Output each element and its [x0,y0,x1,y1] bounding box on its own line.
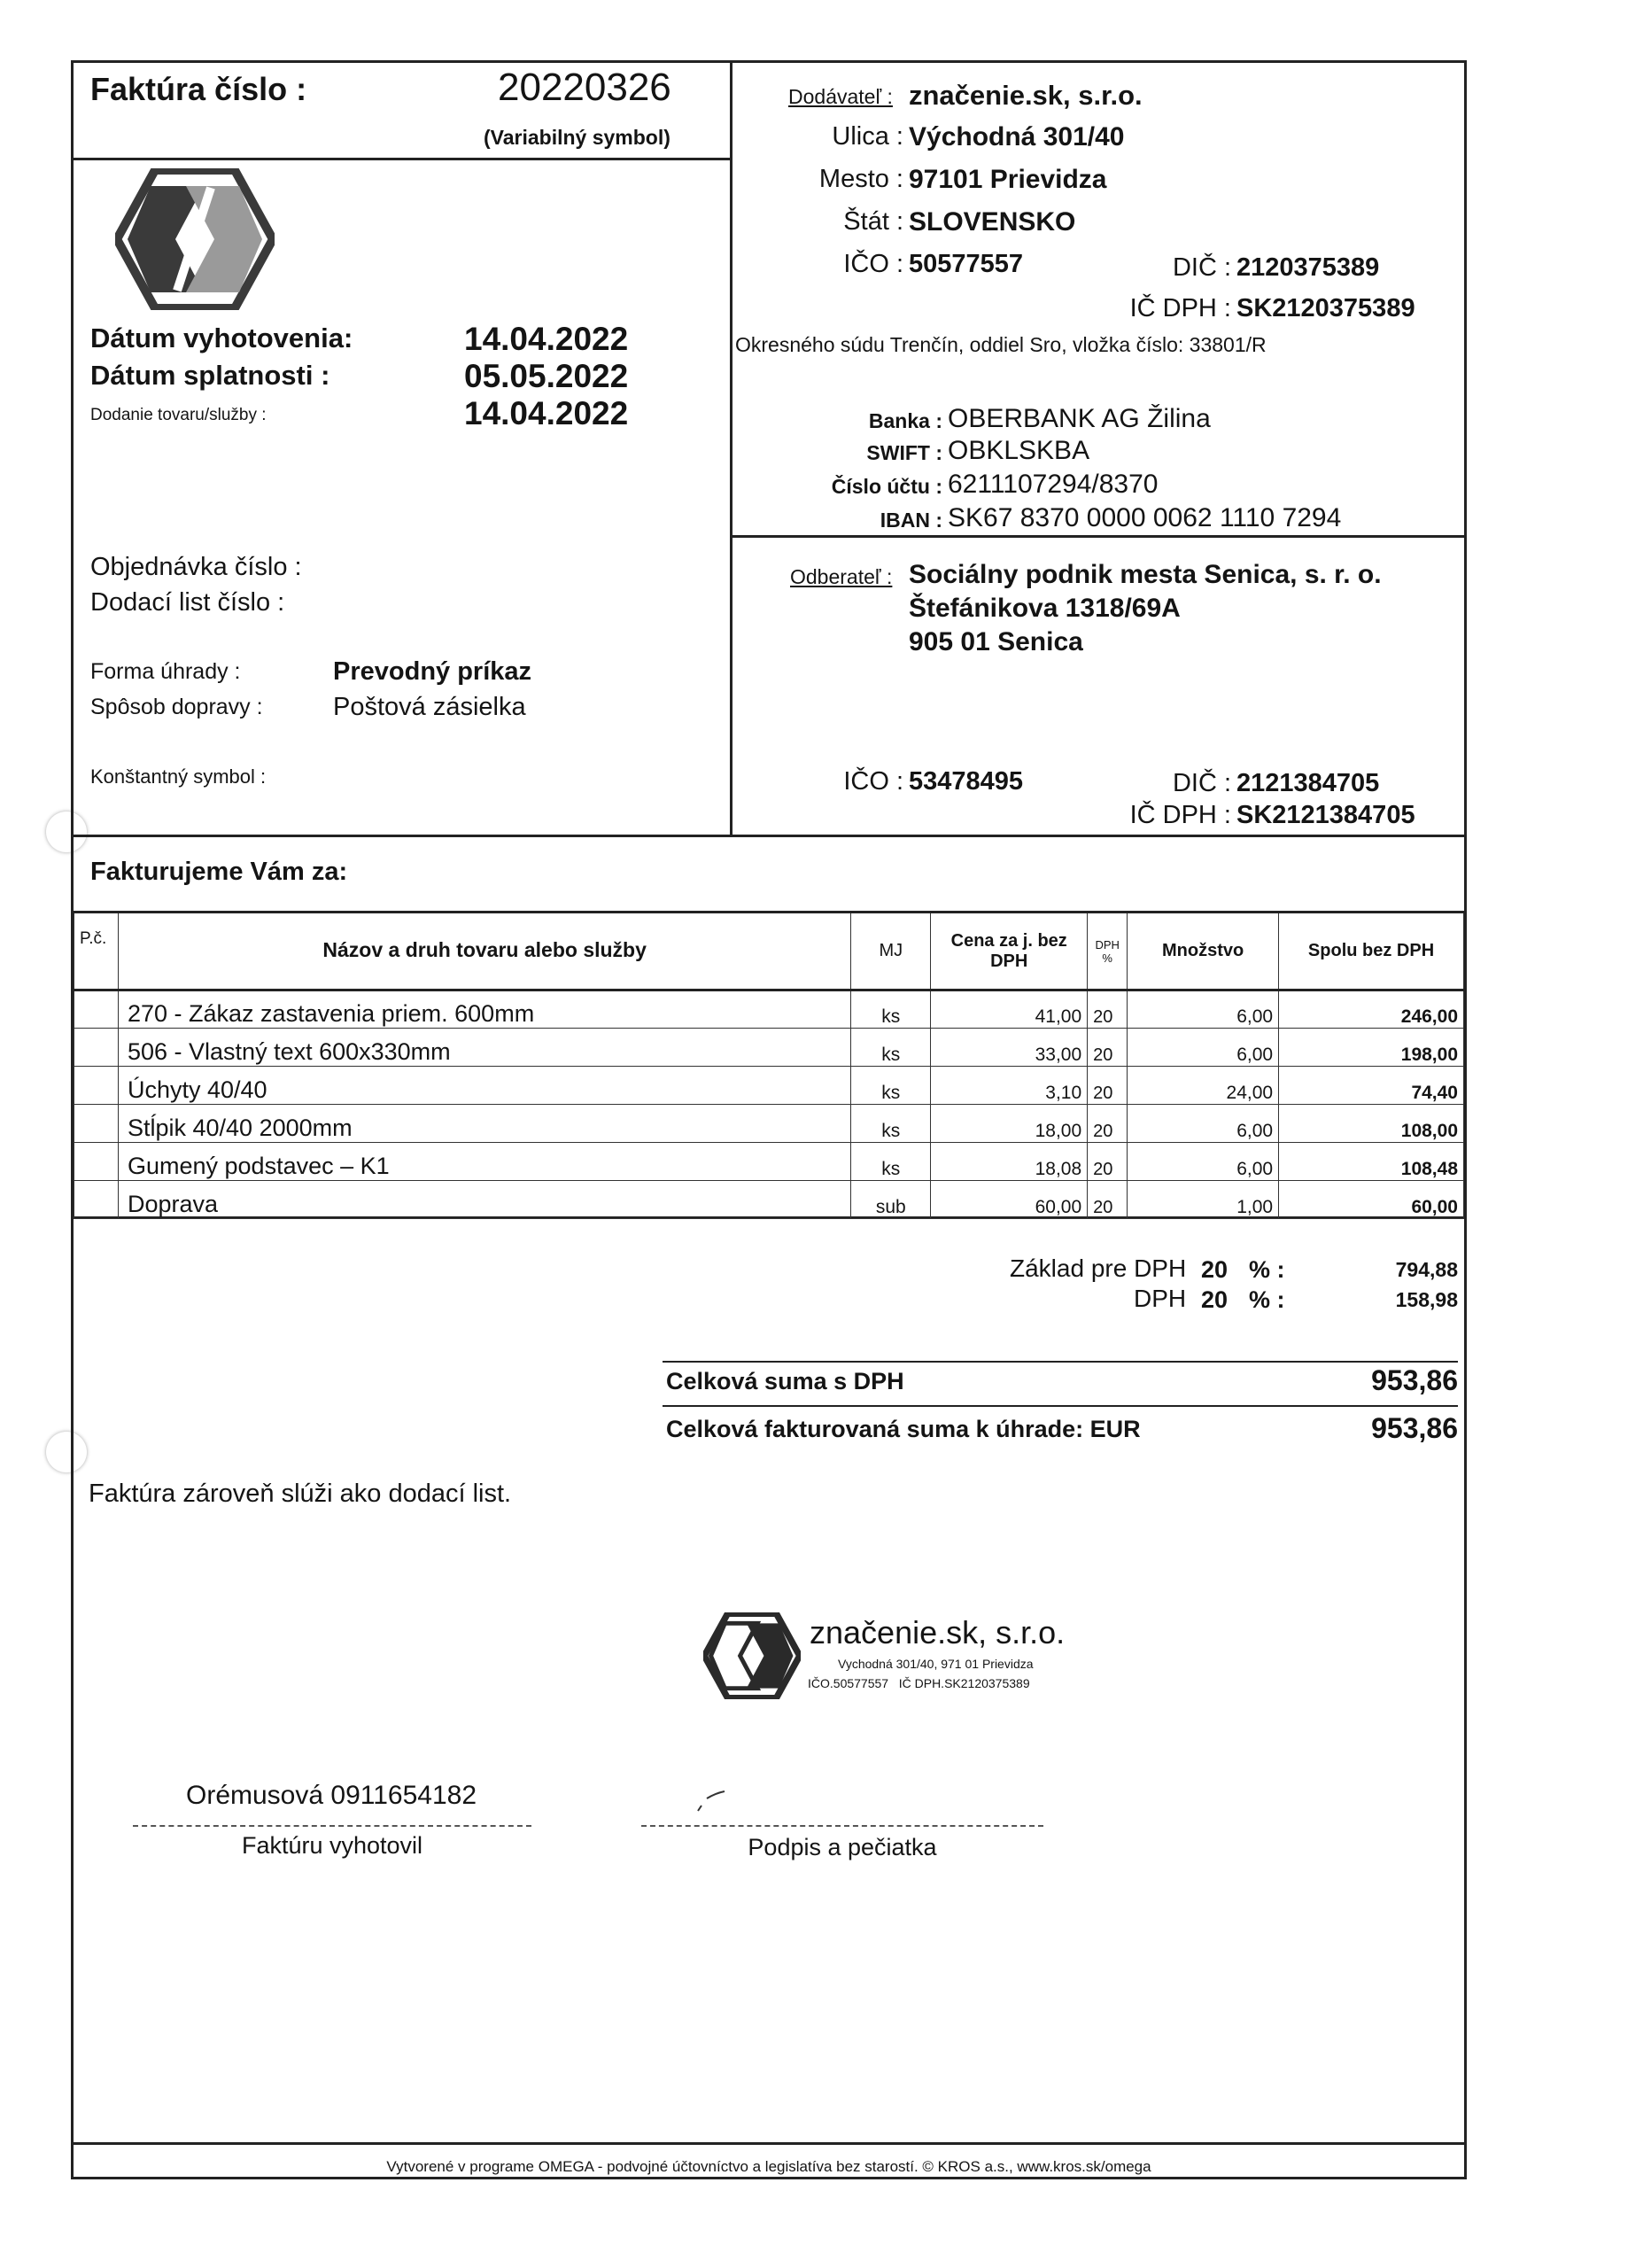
company-logo [115,168,275,310]
item-qty: 6,00 [1128,1029,1279,1067]
supplier-name: značenie.sk, s.r.o. [909,80,1143,111]
transport-label: Spôsob dopravy : [90,695,263,719]
row-number [74,1029,119,1067]
summary-line [663,1405,1458,1407]
supplier-icdph-label: IČ DPH : [1129,294,1231,322]
item-name: Doprava [118,1181,850,1219]
item-qty: 6,00 [1128,1143,1279,1181]
customer-name: Sociálny podnik mesta Senica, s. r. o. [909,560,1382,589]
bank-label: Banka : [868,409,942,432]
item-unit: ks [851,990,931,1029]
issuer-name: Orémusová 0911654182 [186,1781,477,1810]
item-total: 108,48 [1279,1143,1464,1181]
payment-method-label: Forma úhrady : [90,659,241,684]
items-heading: Fakturujeme Vám za: [90,858,348,886]
invoice-number: 20220326 [498,66,671,109]
delivery-note-label: Dodací list číslo : [90,588,285,617]
supplier-city: 97101 Prievidza [909,165,1107,194]
iban-value: SK67 8370 0000 0062 1110 7294 [948,503,1342,532]
swift-value: OBKLSKBA [948,436,1090,465]
customer-city: 905 01 Senica [909,627,1083,656]
item-name: 506 - Vlastný text 600x330mm [118,1029,850,1067]
due-date-value: 05.05.2022 [464,358,629,394]
col-total: Spolu bez DPH [1279,913,1464,990]
divider [71,2142,1467,2145]
item-qty: 1,00 [1128,1181,1279,1219]
row-number [74,990,119,1029]
item-unit: ks [851,1067,931,1105]
table-row [74,1067,1464,1105]
table-row [74,990,1464,1029]
table-row [74,1029,1464,1067]
item-total: 198,00 [1279,1029,1464,1067]
supplier-country-label: Štát : [843,207,903,236]
bank-value: OBERBANK AG Žilina [948,404,1211,433]
header-divider [730,60,732,835]
col-vat: DPH % [1088,913,1128,990]
delivery-date-value: 14.04.2022 [464,395,629,431]
customer-icdph-label: IČ DPH : [1129,801,1231,829]
item-vat: 20 [1088,1105,1128,1143]
grand-total-value: 953,86 [1371,1412,1458,1444]
item-price: 41,00 [931,990,1088,1029]
supplier-dic-label: DIČ : [1172,253,1231,282]
footer-text: Vytvorené v programe OMEGA - podvojné účtovníctvo a legislatíva bez starostí. © KROS a.s., www.kros.sk/omega [386,2158,1151,2175]
summary-line [663,1361,1458,1363]
stamp-ids: IČO.50577557 IČ DPH.SK2120375389 [808,1676,1030,1690]
supplier-city-label: Mesto : [818,165,903,193]
item-qty: 24,00 [1128,1067,1279,1105]
account-value: 6211107294/8370 [948,470,1159,499]
item-qty: 6,00 [1128,990,1279,1029]
invoice-title: Faktúra číslo : [90,71,307,107]
supplier-street-label: Ulica : [832,122,903,151]
vat-value: 158,98 [1395,1288,1458,1311]
issue-date-label: Dátum vyhotovenia: [90,322,353,353]
item-total: 74,40 [1279,1067,1464,1105]
row-number [74,1105,119,1143]
customer-ico-label: IČO : [843,767,903,796]
supplier-dic: 2120375389 [1236,253,1380,282]
item-price: 18,00 [931,1105,1088,1143]
item-unit: ks [851,1029,931,1067]
customer-dic: 2121384705 [1236,769,1380,797]
row-number [74,1181,119,1219]
vat-base-value: 794,88 [1395,1258,1458,1281]
signature-line [641,1825,1043,1827]
constant-symbol-label: Konštantný symbol : [90,765,267,788]
vat-rate: 20 [1201,1286,1229,1313]
item-unit: ks [851,1143,931,1181]
customer-label: Odberateľ : [790,565,893,588]
total-vat-value: 953,86 [1371,1364,1458,1396]
item-unit: sub [851,1181,931,1219]
col-qty: Množstvo [1128,913,1279,990]
item-price: 3,10 [931,1067,1088,1105]
transport-value: Poštová zásielka [333,693,526,721]
item-name: Stĺpik 40/40 2000mm [118,1105,850,1143]
account-label: Číslo účtu : [831,475,942,498]
issuer-label: Faktúru vyhotovil [241,1832,423,1859]
stamp-address: Vychodná 301/40, 971 01 Prievidza [838,1657,1034,1671]
swift-label: SWIFT : [866,441,942,464]
item-unit: ks [851,1105,931,1143]
issue-date-value: 14.04.2022 [464,321,629,357]
row-number [74,1067,119,1105]
col-name: Názov a druh tovaru alebo služby [118,913,850,990]
item-total: 246,00 [1279,990,1464,1029]
divider [74,158,730,160]
vat-label: DPH [1134,1285,1187,1312]
order-number-label: Objednávka číslo : [90,553,302,581]
item-vat: 20 [1088,990,1128,1029]
vat-base-rate: 20 [1201,1256,1229,1283]
customer-ico: 53478495 [909,767,1024,796]
item-vat: 20 [1088,1067,1128,1105]
vat-base-pct: % : [1249,1256,1285,1283]
vat-pct: % : [1249,1286,1285,1313]
row-number [74,1143,119,1181]
supplier-ico-label: IČO : [843,250,903,278]
table-header-row [74,913,1464,990]
item-price: 60,00 [931,1181,1088,1219]
divider [730,535,1467,538]
supplier-country: SLOVENSKO [909,207,1076,237]
item-price: 33,00 [931,1029,1088,1067]
items-table [74,911,1464,1219]
col-mj: MJ [851,913,931,990]
item-name: Gumený podstavec – K1 [118,1143,850,1181]
item-vat: 20 [1088,1181,1128,1219]
col-pc: P.č. [74,913,119,990]
supplier-ico: 50577557 [909,250,1024,278]
payment-method-value: Prevodný príkaz [333,657,532,686]
item-qty: 6,00 [1128,1105,1279,1143]
delivery-note-text: Faktúra zároveň slúži ako dodací list. [89,1480,512,1508]
item-total: 108,00 [1279,1105,1464,1143]
customer-street: Štefánikova 1318/69A [909,594,1181,623]
iban-label: IBAN : [880,509,942,532]
supplier-street: Východná 301/40 [909,122,1125,151]
table-row [74,1143,1464,1181]
signature-mark [694,1788,730,1819]
item-price: 18,08 [931,1143,1088,1181]
stamp-company-name: značenie.sk, s.r.o. [810,1614,1066,1651]
due-date-label: Dátum splatnosti : [90,360,330,391]
delivery-date-label: Dodanie tovaru/služby : [90,406,267,424]
issuer-signature-line [133,1825,531,1827]
customer-dic-label: DIČ : [1172,769,1231,797]
stamp-logo [703,1612,801,1699]
item-name: 270 - Zákaz zastavenia priem. 600mm [118,990,850,1029]
grand-total-label: Celková fakturovaná suma k úhrade: EUR [666,1416,1141,1442]
table-row [74,1181,1464,1219]
item-vat: 20 [1088,1143,1128,1181]
table-row [74,1105,1464,1143]
item-name: Úchyty 40/40 [118,1067,850,1105]
customer-icdph: SK2121384705 [1236,801,1415,829]
item-vat: 20 [1088,1029,1128,1067]
col-price: Cena za j. bez DPH [931,913,1088,990]
variable-symbol-note: (Variabilný symbol) [484,126,670,149]
vat-base-label: Základ pre DPH [1010,1254,1187,1282]
total-vat-label: Celková suma s DPH [666,1368,904,1394]
signature-label: Podpis a pečiatka [748,1834,937,1860]
divider [71,835,1467,837]
supplier-icdph: SK2120375389 [1236,294,1415,322]
supplier-label: Dodávateľ : [788,85,893,108]
item-total: 60,00 [1279,1181,1464,1219]
supplier-register: Okresného súdu Trenčín, oddiel Sro, vložka číslo: 33801/R [735,333,1267,356]
